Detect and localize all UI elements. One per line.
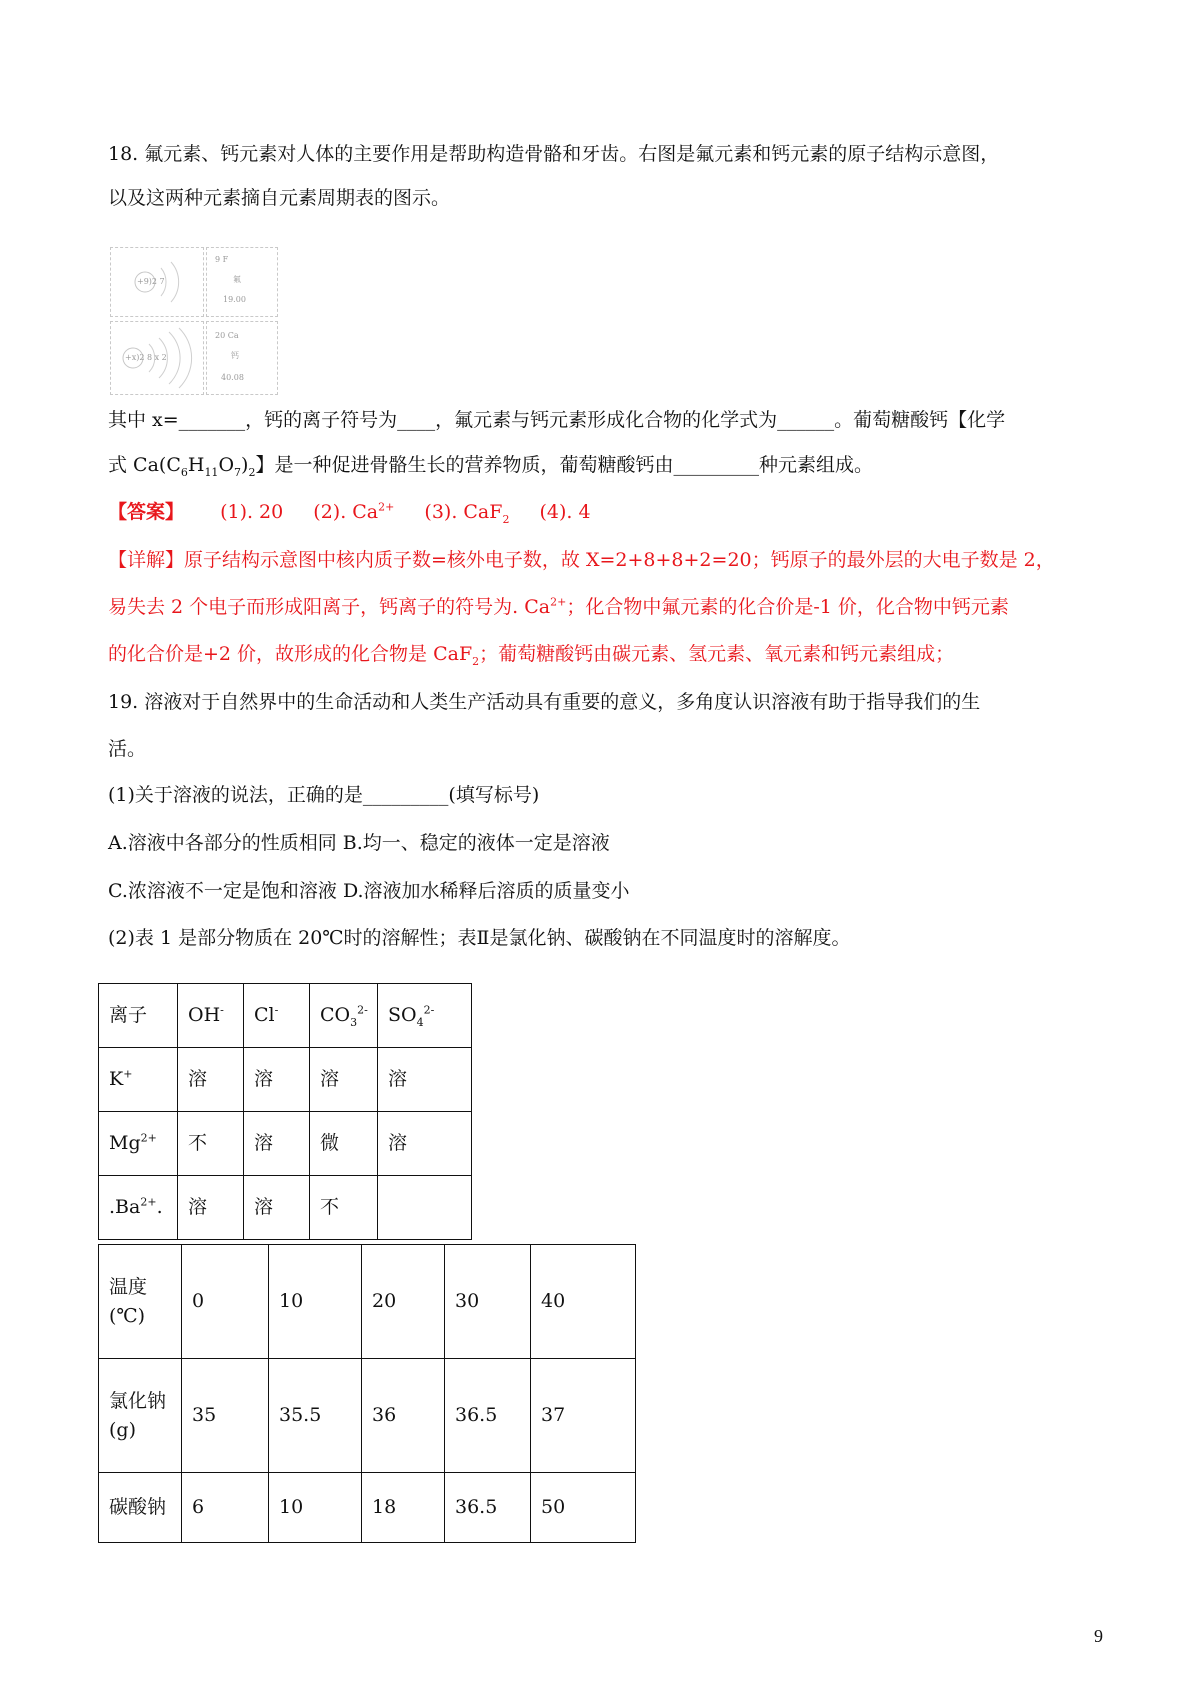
table-cell: OH-: [178, 984, 244, 1048]
table-cell: 30: [445, 1245, 531, 1359]
table-cell: 20: [362, 1245, 445, 1359]
table-cell: 微: [310, 1112, 378, 1176]
table-cell: 溶: [244, 1112, 310, 1176]
table-cell: $SO_4^{2-}$: [378, 984, 472, 1048]
table-row: [99, 1473, 636, 1543]
q18-fill-line1: 其中 x=_______，钙的离子符号为____，氟元素与钙元素形成化合物的化学式为______。葡萄糖酸钙【化学: [108, 409, 1006, 431]
calcium-atom-label: +x)2 8 x 2: [125, 353, 167, 362]
table-cell: Cl-: [244, 984, 310, 1048]
q18-fill-line2: 式 $Ca(C_6H_{11}O_7)_2$】是一种促进骨骼生长的营养物质，葡萄糖酸钙由_________种元素组成。: [108, 454, 873, 479]
table-cell: 不: [178, 1112, 244, 1176]
calcium-element-card: [206, 321, 278, 395]
calcium-card-mass: 40.08: [221, 373, 244, 382]
q18-line1: 18. 氟元素、钙元素对人体的主要作用是帮助构造骨骼和牙齿。右图是氟元素和钙元素的原子结构示意图，: [108, 143, 1000, 165]
table-cell: 溶: [178, 1176, 244, 1240]
table-row: [99, 1359, 636, 1473]
table-cell: $.Ba^{2+}$.: [99, 1176, 178, 1240]
table-row: [99, 1048, 472, 1112]
q18-detail-line1: 【详解】原子结构示意图中核内质子数=核外电子数，故 X=2+8+8+2=20；钙原子的最外层的大电子数是 2，: [108, 549, 1055, 571]
temperature-solubility-table: [98, 1244, 636, 1543]
table-row: [99, 1176, 472, 1240]
table-cell: 氯化钠 (g): [99, 1359, 182, 1473]
table-cell: 温度 (℃): [99, 1245, 182, 1359]
table-cell: 35: [182, 1359, 269, 1473]
table-cell: 10: [269, 1245, 362, 1359]
table-cell: 溶: [244, 1176, 310, 1240]
table-cell: 40: [531, 1245, 636, 1359]
q19-part2: (2)表 1 是部分物质在 20℃时的溶解性；表Ⅱ是氯化钠、碳酸钠在不同温度时的溶解度。: [108, 927, 851, 949]
fluorine-card-mass: 19.00: [223, 295, 246, 304]
table-cell: 溶: [378, 1112, 472, 1176]
atom-structure-figure: [110, 247, 278, 395]
table-cell: 36.5: [445, 1359, 531, 1473]
table-row: [99, 1112, 472, 1176]
fluorine-card-top: 9 F: [215, 255, 229, 264]
table-cell: 10: [269, 1473, 362, 1543]
q18-answer: [108, 499, 1098, 526]
q18-detail-line2: 易失去 2 个电子而形成阳离子，钙离子的符号为. $Ca^{2+}$；化合物中氟元素的化合价是-1 价，化合物中钙元素: [108, 595, 1009, 618]
answer-3: (3). CaF$_2$: [424, 501, 510, 526]
table-cell: 36: [362, 1359, 445, 1473]
table-cell: $Mg^{2+}$: [99, 1112, 178, 1176]
table-cell: 35.5: [269, 1359, 362, 1473]
fluorine-atom-label: +9)2 7: [137, 277, 165, 286]
table-cell: 溶: [244, 1048, 310, 1112]
answer-1: (1). 20: [220, 501, 284, 523]
table-cell: 6: [182, 1473, 269, 1543]
q18-detail-line3: 的化合价是+2 价，故形成的化合物是 CaF$_2$；葡萄糖酸钙由碳元素、氢元素、氧元素和钙元素组成；: [108, 643, 955, 668]
page-number: 9: [1094, 1626, 1103, 1646]
table-cell: 溶: [378, 1048, 472, 1112]
fluorine-card-name: 氟: [233, 275, 241, 284]
table-cell: $CO_3^{2-}$: [310, 984, 378, 1048]
fluorine-element-card: [206, 247, 278, 317]
answer-2: (2). $Ca^{2+}$: [313, 500, 395, 523]
table-cell: 溶: [178, 1048, 244, 1112]
q19-options-ab: A.溶液中各部分的性质相同 B.均一、稳定的液体一定是溶液: [108, 832, 610, 854]
q19-options-cd: C.浓溶液不一定是饱和溶液 D.溶液加水稀释后溶质的质量变小: [108, 880, 630, 902]
table-row: [99, 984, 472, 1048]
q18-line2: 以及这两种元素摘自元素周期表的图示。: [108, 187, 451, 209]
table-cell: 50: [531, 1473, 636, 1543]
table-cell: K+: [99, 1048, 178, 1112]
table-cell: 36.5: [445, 1473, 531, 1543]
table-cell: 离子: [99, 984, 178, 1048]
q19-line1: 19. 溶液对于自然界中的生命活动和人类生产活动具有重要的意义，多角度认识溶液有助于指导我们的生: [108, 691, 981, 713]
table-row: [99, 1245, 636, 1359]
table-cell: 碳酸钠: [99, 1473, 182, 1543]
table-cell: 0: [182, 1245, 269, 1359]
answer-4: (4). 4: [539, 501, 591, 523]
q19-line2: 活。: [108, 738, 147, 760]
calcium-atom-diagram: [110, 321, 204, 395]
table-cell: 37: [531, 1359, 636, 1473]
table-cell: 18: [362, 1473, 445, 1543]
fluorine-atom-diagram: [110, 247, 204, 317]
solubility-table: [98, 983, 472, 1240]
calcium-card-name: 钙: [231, 351, 239, 360]
table-cell: [378, 1176, 472, 1240]
table-cell: 溶: [310, 1048, 378, 1112]
q19-part1: (1)关于溶液的说法，正确的是_________(填写标号): [108, 784, 540, 806]
answer-label: 【答案】: [108, 501, 185, 523]
table-cell: 不: [310, 1176, 378, 1240]
calcium-card-top: 20 Ca: [215, 331, 239, 340]
